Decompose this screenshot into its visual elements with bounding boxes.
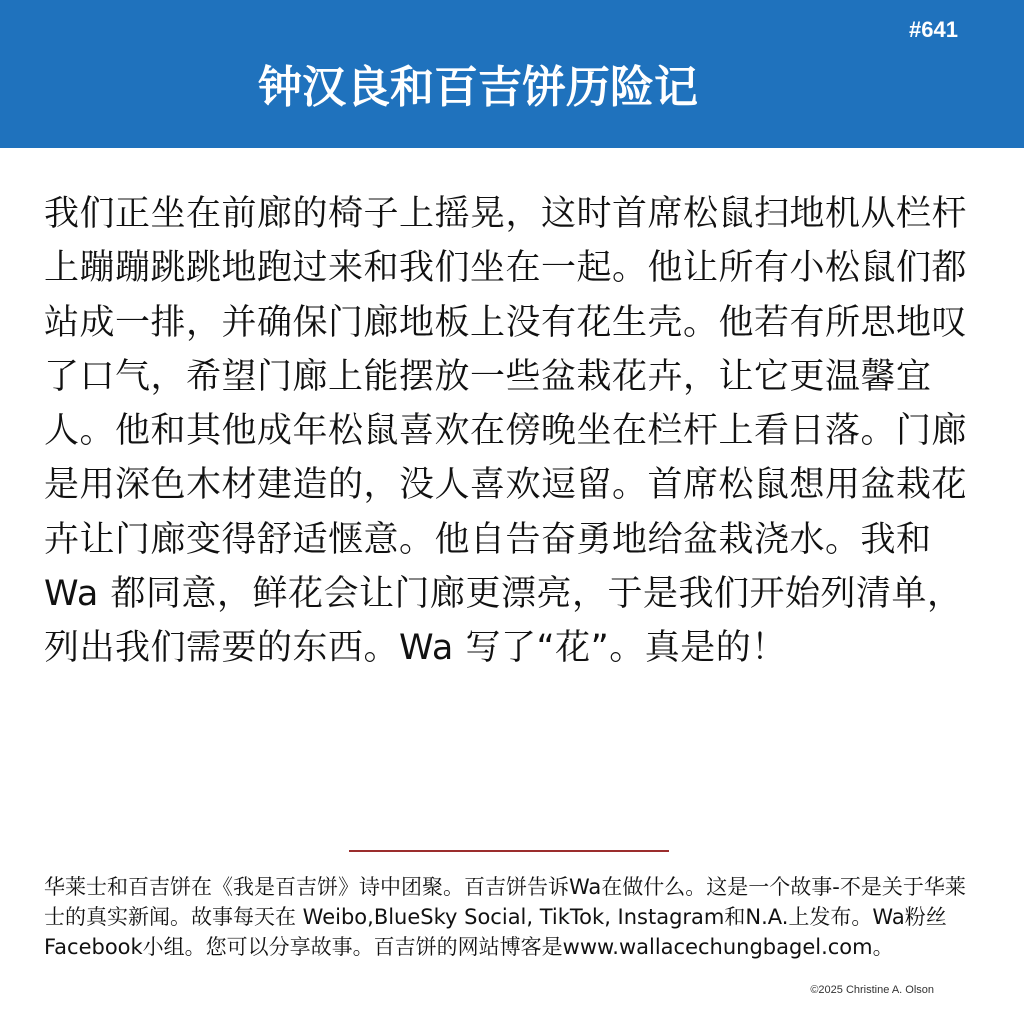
title-banner xyxy=(0,0,1024,148)
copyright-notice: ©2025 Christine A. Olson xyxy=(810,984,934,996)
story-text: 我们正坐在前廊的椅子上摇晃，这时首席松鼠扫地机从栏杆上蹦蹦跳跳地跑过来和我们坐在一起。他让所有小松鼠们都站成一排，并确保门廊地板上没有花生壳。他若有所思地叹了口气，希望门廊上能摆放一些盆栽花卉，让它更温馨宜人。他和其他成年松鼠喜欢在傍晚坐在栏杆上看日落。门廊是用深色木材建造的，没人喜欢逗留。首席松鼠想用盆栽花卉让门廊变得舒适惬意。他自告奋勇地给盆栽浇水。我和 Wa 都同意，鲜花会让门廊更漂亮，于是我们开始列清单，列出我们需要的东西。Wa 写了“花”。真是的！ xyxy=(44,194,968,669)
issue-number: #641 xyxy=(909,17,958,42)
page-title: 钟汉良和百吉饼历险记 xyxy=(258,62,698,113)
divider-line xyxy=(349,850,669,852)
footer-note: 华莱士和百吉饼在《我是百吉饼》诗中团聚。百吉饼告诉Wa在做什么。这是一个故事-不是关于华莱士的真实新闻。故事每天在 Weibo,BlueSky Social, TikTok, Instagram和N.A.上发布。Wa粉丝Facebook小组。您可以分享故事。百吉饼的网站博客是www.wallacechungbagel.com。 xyxy=(44,875,966,959)
